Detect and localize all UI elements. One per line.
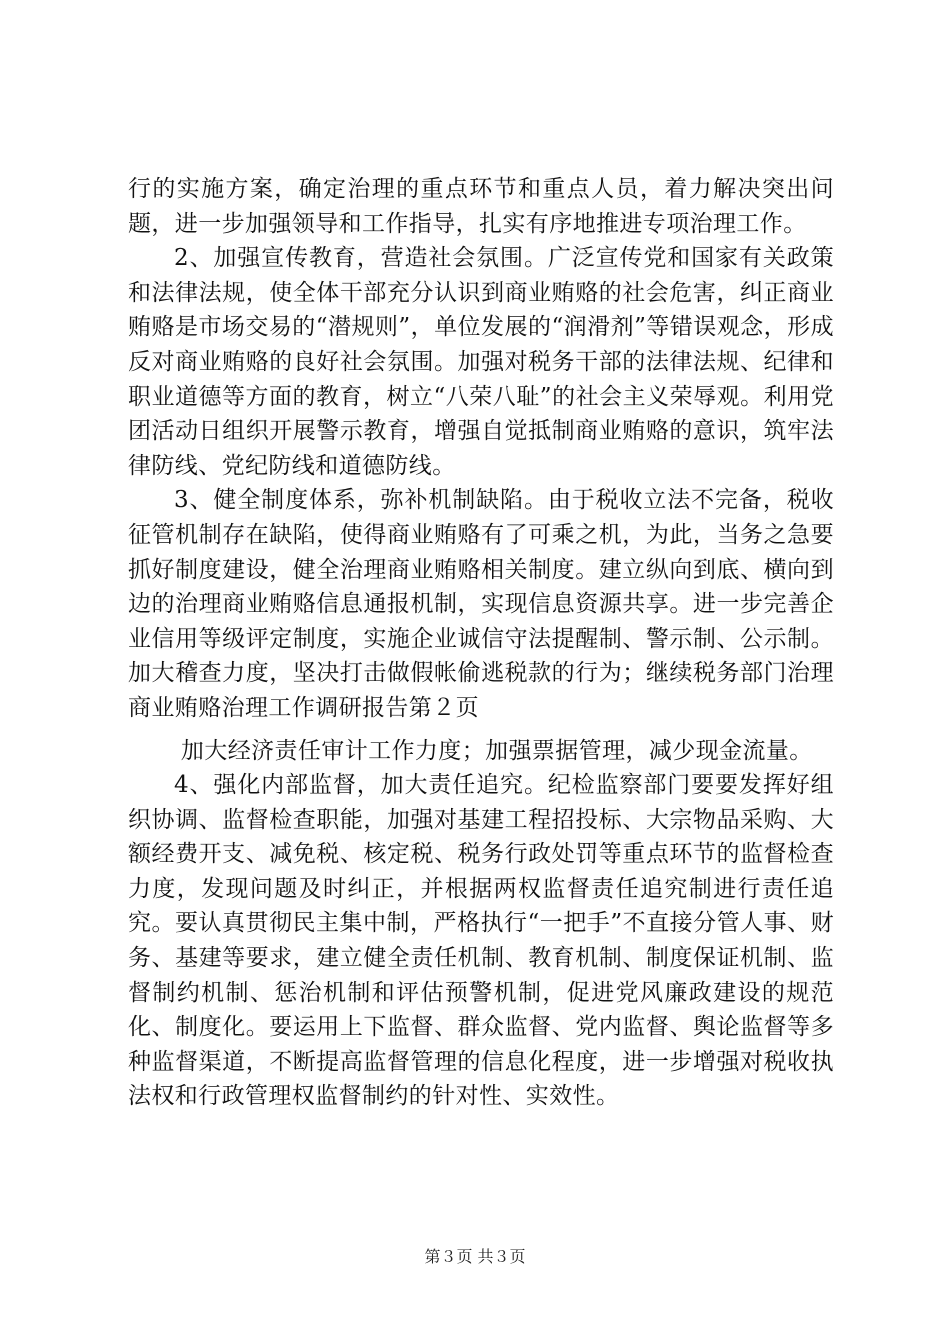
paragraph-internal-supervision: 4、强化内部监督，加大责任追究。纪检监察部门要要发挥好组织协调、监督检查职能，加强对基建工程招投标、大宗物品采购、大额经费开支、减免税、核定税、税务行政处罚等重点环节的监督检查力度，发现问题及时纠正，并根据两权监督责任追究制进行责任追究。要认真贯彻民主集中制，严格执行“一把手”不直接分管人事、财务、基建等要求，建立健全责任机制、教育机制、制度保证机制、监督制约机制、惩治机制和评估预警机制，促进党风廉政建设的规范化、制度化。要运用上下监督、群众监督、党内监督、舆论监督等多种监督渠道，不断提高监督管理的信息化程度，进一步增强对税收执法权和行政管理权监督制约的针对性、实效性。 <box>128 772 834 1110</box>
paragraph-system-improvement: 3、健全制度体系，弥补机制缺陷。由于税收立法不完备，税收征管机制存在缺陷，使得商业贿赂有了可乘之机，为此，当务之急要抓好制度建设，健全治理商业贿赂相关制度。建立纵向到底、横向到边的治理商业贿赂信息通报机制，实现信息资源共享。进一步完善企业信用等级评定制度，实施企业诚信守法提醒制、警示制、公示制。加大稽查力度，坚决打击做假帐偷逃税款的行为；继续税务部门治理商业贿赂治理工作调研报告第２页 <box>128 487 834 721</box>
document-body <box>128 172 834 1114</box>
paragraph-audit-management: 加大经济责任审计工作力度；加强票据管理，减少现金流量。 <box>180 737 813 764</box>
paragraph-continuation: 行的实施方案，确定治理的重点环节和重点人员，着力解决突出问题，进一步加强领导和工作指导，扎实有序地推进专项治理工作。 <box>128 176 834 237</box>
page-footer: 第３页 共３页 <box>424 1247 526 1266</box>
paragraph-publicity-education: 2、加强宣传教育，营造社会氛围。广泛宣传党和国家有关政策和法律法规，使全体干部充分认识到商业贿赂的社会危害，纠正商业贿赂是市场交易的“潜规则”，单位发展的“润滑剂”等错误观念，形成反对商业贿赂的良好社会氛围。加强对税务干部的法律法规、纪律和职业道德等方面的教育，树立“八荣八耻”的社会主义荣辱观。利用党团活动日组织开展警示教育，增强自觉抵制商业贿赂的意识，筑牢法律防线、党纪防线和道德防线。 <box>128 245 834 479</box>
